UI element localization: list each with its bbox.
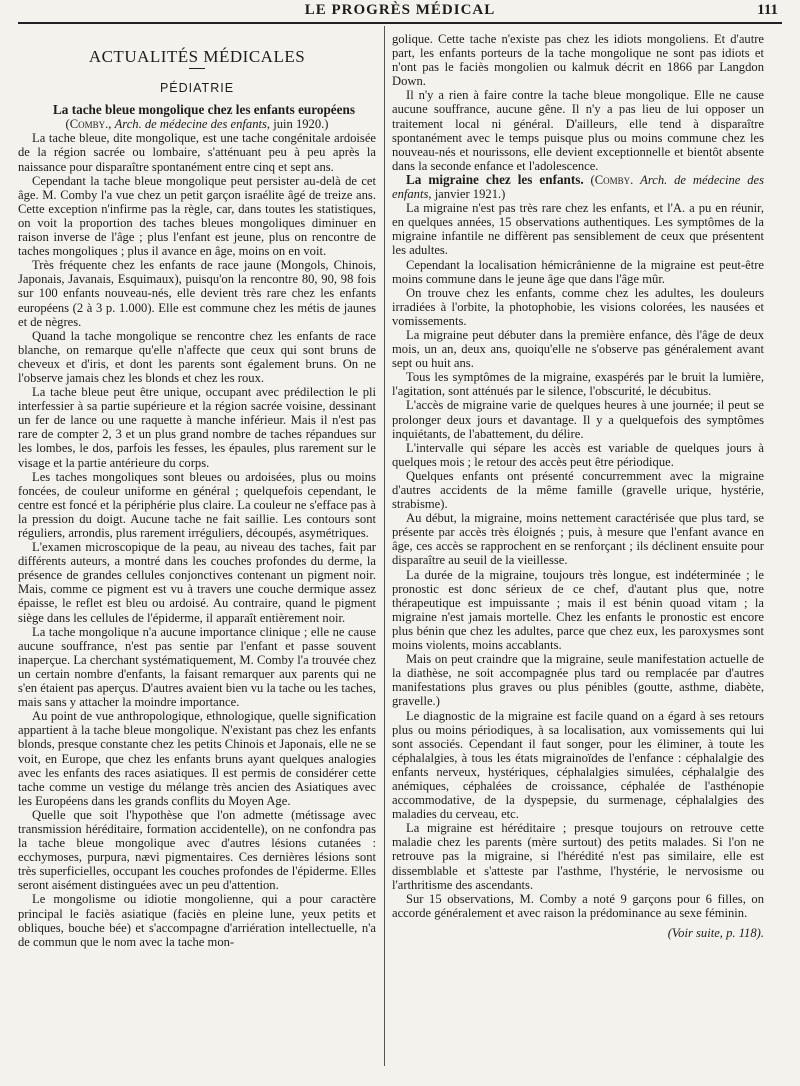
paragraph: Au point de vue anthropologique, ethnologique, quelle signification appartient à la tache bleue mongolique. N'existant pas chez les enfants blonds, presque constante chez les petits Chinois et Japonais, elle ne se voit, en Europe, que chez les enfants bruns ayant quelques analogies avec les enfants des races asiatiques. Il est permis de considérer cette tache comme un vestige du mélange très ancien des Asiatiques avec les Européens dans les grands conflits du Moyen Age. [18,709,376,808]
subsection-title: PÉDIATRIE [159,81,235,96]
paragraph: L'accès de migraine varie de quelques heures à une journée; il peut se prolonger deux jours et davantage. Il y a quelquefois des symptômes inquiétants, de l'abattement, du délire. [392,398,764,441]
paragraph: Au début, la migraine, moins nettement caractérisée que plus tard, se présente par accès très éloignés ; puis, à mesure que l'enfant avance en âge, ces accès se rapprochent en se renforçant ; ils déclinent ensuite pour disparaître au seuil de la vieillesse. [392,511,764,568]
section-rule [189,68,205,69]
paragraph: Le diagnostic de la migraine est facile quand on a égard à ses retours plus ou moins périodiques, à sa localisation, aux vomissements qui lui sont associés. Cependant il faut songer, pour les éliminer, à toute les céphalalgies, à tous les états migrainoïdes de l'enfance : céphalalgie des enfants nerveux, hystériques, céphalalgies simulées, céphalalgie des anémiques, céphalées de croissance, céphalée de l'asthénopie accommodative, de la dyspepsie, du surmenage, céphalalgies des maladies du cerveau, etc. [392,708,764,822]
continued-note: (Voir suite, p. 118). [667,925,764,940]
article1-heading: La tache bleue mongolique chez les enfants européens (Comby., Arch. de médecine des enfants, juin 1920.) [53,102,355,132]
article2-author: Comby [594,172,631,187]
paragraph: La tache bleue, dite mongolique, est une tache congénitale ardoisée de la région sacrée ou lombaire, s'atténuant peu à peu après la naissance pour disparaître spontanément entre cinq et sept ans. [18,131,376,174]
paragraph: La migraine est héréditaire ; presque toujours on retrouve cette maladie chez les parents (mère surtout) des petits malades. Si l'on ne retrouve pas la migraine, si l'hérédité n'est pas similaire, elle est dissemblable et s'atteste par l'asthme, l'hystérie, le nervosisme ou l'arthritisme des ascendants. [392,821,764,892]
journal-title: LE PROGRÈS MÉDICAL [304,2,496,18]
article1-date: juin 1920.) [273,117,329,132]
article2-title: La migraine chez les enfants. [406,171,584,187]
article2-heading: La migraine chez les enfants. (Comby. Arch. de médecine des enfants, janvier 1921.) [392,171,764,202]
running-head [18,0,782,24]
paragraph: golique. Cette tache n'existe pas chez les idiots mongoliens. Et d'autre part, les enfants porteurs de la tache mongolique ne sont pas idiots et n'ont pas le faciès mongolien ou kalmuk décrit en 1866 par Langdon Down. [392,32,764,89]
article1-source: Arch. de médecine des enfants [114,117,267,132]
paragraph: On trouve chez les enfants, comme chez les adultes, les douleurs irradiées à l'orbite, la photophobie, les visions colorées, les nausées et vomissements. [392,285,764,328]
paragraph: Tous les symptômes de la migraine, exaspérés par le bruit la lumière, l'agitation, sont atténués par le silence, l'obscurité, le décubitus. [392,370,764,399]
article2-date: janvier 1921.) [434,187,506,202]
article1-author: Comby [69,117,106,132]
paragraph: La migraine n'est pas très rare chez les enfants, et l'A. a pu en réunir, en quelques années, 15 observations authentiques. Les symptômes de la migraine infantile ne diffèrent pas sensiblement de ceux que présentent les adultes. [392,201,764,258]
paragraph: L'examen microscopique de la peau, au niveau des taches, fait par différents auteurs, a montré dans les couches profondes du derme, la présence de grandes cellules conjonctives contenant un pigment noir. Mais, comme ce pigment est vu à travers une couche dermique assez épaisse, le reflet est bleu ou ardoisé. Au contraire, quand le pigment siège dans les cellules de l'épiderme, il apparaît entièrement noir. [18,540,376,625]
article1-title: La tache bleue mongolique chez les enfants européens [53,102,355,118]
right-column [392,32,764,1052]
paragraph: La tache bleue peut être unique, occupant avec prédilection le pli interfessier à sa partie supérieure et la région sacrée voisine, dessinant un fer de lance ou une raquette à manche inférieur. Mais il n'est pas rare de compter 2, 3 et un plus grand nombre de taches répandues sur les lombes, le dos, parfois les fesses, les épaules, plus rarement sur le visage et la partie antérieure du corps. [18,385,376,470]
paragraph: La migraine peut débuter dans la première enfance, dès l'âge de deux mois, un an, deux ans, quoiqu'elle ne s'observe pas généralement avant sept ou huit ans. [392,327,764,371]
paragraph: La tache mongolique n'a aucune importance clinique ; elle ne cause aucune souffrance, n'est pas sentie par l'enfant et passe souvent inaperçue. La cherchant systématiquement, M. Comby l'a trouvée chez un certain nombre d'enfants, la faisant remarquer aux parents qui ne s'en étaient pas aperçus. D'autres avaient bien vu la tache ou les taches, mais sans y attacher la moindre importance. [18,624,376,710]
page-number: 111 [757,2,778,18]
paragraph: Quand la tache mongolique se rencontre chez les enfants de race blanche, on remarque qu'elle n'affecte que ceux qui sont bruns de cheveux et d'iris, et dont les parents sont également bruns. On ne l'observe jamais chez les blonds et chez les roux. [18,328,376,385]
paragraph: Sur 15 observations, M. Comby a noté 9 garçons pour 6 filles, on accorde généralement et avec raison la prédominance au sexe féminin. [392,891,764,920]
paragraph: Il n'y a rien à faire contre la tache bleue mongolique. Elle ne cause aucune souffrance, aucune gêne. Il n'y a pas lieu de lui opposer un traitement local ni général. D'ailleurs, elle tend à disparaître spontanément avec le temps puisque plus ou moins commune chez les nouveau-nés et nourissons, elle devient exceptionnelle et bientôt absente dans la seconde enfance et l'adolescence. [392,88,764,173]
paragraph: Les taches mongoliques sont bleues ou ardoisées, plus ou moins foncées, de couleur uniforme en général ; quelquefois cependant, le centre est foncé et la périphérie plus claire. La couleur ne s'efface pas à la pression du doigt. Aucune tache ne fait saillie. Les contours sont réguliers, arrondis, plus rarement irréguliers, découpés, asymétriques. [18,469,376,540]
section-title: ACTUALITÉS MÉDICALES [88,47,306,66]
paragraph: L'intervalle qui sépare les accès est variable de quelques jours à quelques mois ; le retour des accès peut être périodique. [392,440,764,469]
article2-source: Arch. de médecine des enfants [392,172,764,202]
column-divider [384,26,385,1066]
paragraph: La durée de la migraine, toujours très longue, est indéterminée ; le pronostic est donc sérieux de ce chef, d'autant plus que, notre thérapeutique est impuissante ; mais il est bénin quoad vitam ; la migraine n'est jamais mortelle. Chez les enfants le pronostic est encore plus bénin que chez les adultes, parce que chez eux, les paroxysmes sont moins violents, moins accablants. [392,567,764,653]
paragraph: Le mongolisme ou idiotie mongolienne, qui a pour caractère principal le faciès asiatique (faciès en pleine lune, yeux petits et obliques, bouche bée) et s'accompagne d'arriération intellectuelle, n'a de commun que le nom avec la tache mon- [18,892,376,949]
paragraph: Mais on peut craindre que la migraine, seule manifestation actuelle de la diathèse, ne soit accompagnée plus tard ou remplacée par d'autres manifestations plus graves ou plus pénibles (goutte, asthme, diabète, gravelle.) [392,652,764,709]
paragraph: Quelle que soit l'hypothèse que l'on admette (métissage avec transmission héréditaire, formation accidentelle), on ne confondra pas la tache bleue mongolique avec d'autres lésions cutanées : ecchymoses, purpura, nævi pigmentaires. Ces dernières lésions sont très superficielles, occupant les couches profondes de l'épiderme. Elles seront aisément distinguées avec un peu d'attention. [18,807,376,893]
paragraph: Cependant la tache bleue mongolique peut persister au-delà de cet âge. M. Comby l'a vue chez un petit garçon israélite âgé de treize ans. Cette exception n'infirme pas la règle, car, dans toutes les statistiques, on voit la proportion des taches bleues mongoliques diminuer en raison inverse de l'âge ; plus l'enfant est jeune, plus on rencontre de taches mongoliques ; plus il avance en âge, moins on en voit. [18,173,376,259]
paragraph: Quelques enfants ont présenté concurremment avec la migraine d'autres accidents de la même famille (gravelle urique, hystérie, strabisme). [392,468,764,512]
paragraph: Très fréquente chez les enfants de race jaune (Mongols, Chinois, Japonais, Javanais, Esquimaux), puisqu'on la rencontre 80, 90, 98 fois sur 100 enfants nouveau-nés, elle devient très rare chez les enfants européens (2 à 3 p. 1.000). Elle est commune chez les métis de jaunes et de nègres. [18,258,376,329]
paragraph: Cependant la localisation hémicrânienne de la migraine est peut-être moins commune dans le jeune âge que dans l'âge mûr. [392,257,764,286]
left-column [18,30,376,1080]
